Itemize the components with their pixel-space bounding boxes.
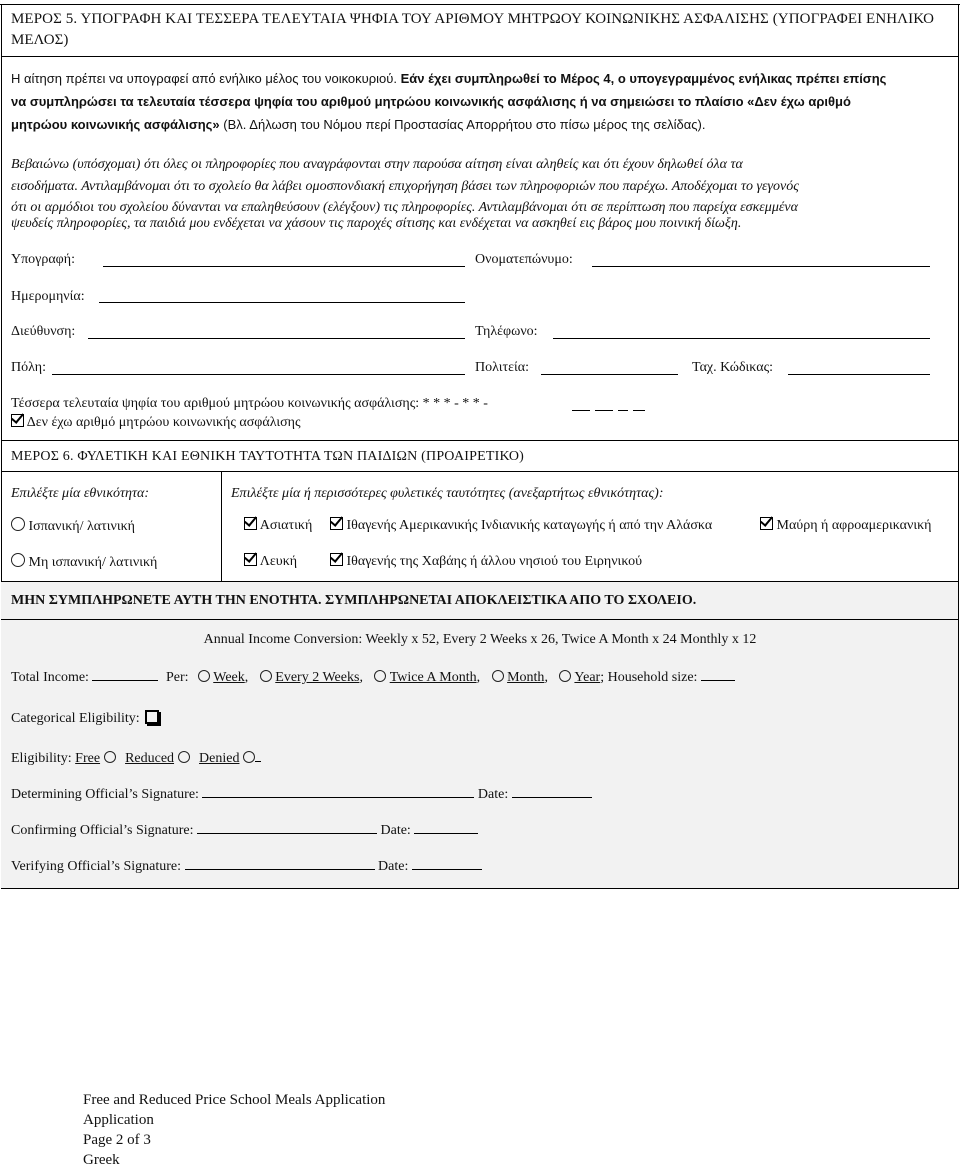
state-label: Πολιτεία: [475,360,529,375]
confirming-row [11,821,478,839]
race-pacific-label: Ιθαγενής της Χαβάης ή άλλου νησιού του Ειρηνικού [346,554,643,569]
denied-label: Denied [199,751,240,766]
race-white-checkbox[interactable] [244,553,257,566]
footer-subtitle: Application [83,1112,154,1128]
phone-field[interactable] [553,338,930,339]
race-asian-checkbox[interactable] [244,517,257,530]
ethnicity-hispanic-radio[interactable] [11,517,25,531]
phone-label: Τηλέφωνο: [475,324,538,339]
ssn-digit-4[interactable] [633,410,645,411]
part6-top-divider [1,440,959,441]
certification-line1: Βεβαιώνω (υπόσχομαι) ότι όλες οι πληροφορίες που αναγράφονται στην παρούσα αίτηση είναι αληθείς και ότι έχουν δηλωθεί όλα τα [11,157,743,172]
signature-label: Υπογραφή: [11,252,75,267]
total-income-field[interactable] [92,668,158,681]
office-heading: ΜΗΝ ΣΥΜΠΛΗΡΩΝΕΤΕ ΑΥΤΗ ΤΗΝ ΕΝΟΤΗΤΑ. ΣΥΜΠΛΗΡΩΝΕΤΑΙ ΑΠΟΚΛΕΙΣΤΙΚΑ ΑΠΟ ΤΟ ΣΧΟΛΕΙΟ. [11,593,697,608]
no-ssn-label: Δεν έχω αριθμό μητρώου κοινωνικής ασφάλισης [26,415,301,430]
denied-radio[interactable] [243,751,255,763]
right-border [958,4,959,888]
determining-label: Determining Official’s Signature: [11,787,199,802]
name-field[interactable] [592,266,930,267]
footer-page-number: Page 2 of 3 [83,1132,151,1148]
date-field[interactable] [99,302,465,303]
eligibility-row [11,749,261,767]
race-pacific-checkbox[interactable] [330,553,343,566]
part6-heading: ΜΕΡΟΣ 6. ΦΥΛΕΤΙΚΗ ΚΑΙ ΕΘΝΙΚΗ ΤΑΥΤΟΤΗΤΑ ΤΩΝ ΠΑΙΔΙΩΝ (ΠΡΟΑΙΡΕΤΙΚΟ) [11,449,524,464]
household-size-label: ; Household size: [600,670,698,685]
address-label: Διεύθυνση: [11,324,76,339]
categorical-eligibility-checkbox[interactable] [145,710,159,724]
race-white-option[interactable] [244,553,297,570]
ethnicity-prompt: Επιλέξτε μία εθνικότητα: [11,486,150,501]
verifying-date-field[interactable] [412,857,482,870]
determining-signature-field[interactable] [202,785,474,798]
office-top-divider [1,581,959,582]
signature-field[interactable] [103,266,465,267]
week-label: Week [213,670,245,685]
certification-line4: ψευδείς πληροφορίες, τα παιδιά μου ενδέχεται να χάσουν τις παροχές σίτισης και ενδέχεται να ασκηθεί εις βάρος μου ποινική δίωξη. [11,216,742,231]
verifying-label: Verifying Official’s Signature: [11,859,182,874]
eligibility-label: Eligibility: [11,751,72,766]
race-asian-option[interactable] [244,517,312,534]
office-heading-divider [1,619,959,620]
every-2-weeks-label: Every 2 Weeks [275,670,360,685]
certification-line3: ότι οι αρμόδιοι του σχολείου δύνανται να επαληθεύσουν (ελέγξουν) τις πληροφορίες. Αντιλαμβάνομαι ότι σε περίπτωση που παρείχα εσκεμμένα [11,200,798,215]
ethnicity-non-hispanic-label: Μη ισπανική/ λατινική [28,555,158,570]
verifying-signature-field[interactable] [185,857,375,870]
free-radio[interactable] [104,751,116,763]
date-label: Ημερομηνία: [11,289,85,304]
per-label: Per: [165,670,189,685]
week-radio[interactable] [198,670,210,682]
instructions-bold-3: μητρώου κοινωνικής ασφάλισης» [11,117,220,132]
confirming-date-field[interactable] [414,821,478,834]
categorical-eligibility-row [11,710,159,727]
ethnicity-non-hispanic-option[interactable] [11,553,157,571]
instructions-line2: να συμπληρώσει τα τελευταία τέσσερα ψηφία του αριθμού μητρώου κοινωνικής ασφάλισης ή να σημειώσει το πλαίσιο «Δεν έχω αριθμό [11,94,851,109]
every-2-weeks-radio[interactable] [260,670,272,682]
ssn-digit-3[interactable] [618,410,628,411]
month-radio[interactable] [492,670,504,682]
footer-language: Greek [83,1152,120,1168]
race-black-checkbox[interactable] [760,517,773,530]
part6-column-divider [221,471,222,581]
race-black-option[interactable] [760,517,931,534]
categorical-eligibility-label: Categorical Eligibility: [11,711,140,726]
race-native-american-checkbox[interactable] [330,517,343,530]
household-size-field[interactable] [701,668,735,681]
confirming-date-label: Date: [380,823,411,838]
income-conversion-note: Annual Income Conversion: Weekly x 52, Every 2 Weeks x 26, Twice A Month x 24 Monthly x 12 [203,632,757,647]
certification-line2: εισοδήματα. Αντιλαμβάνομαι ότι το σχολείο θα λάβει ομοσπονδιακή επιχορήγηση βάσει των πληροφοριών που παρέχω. Αποδέχομαι το γεγονός [11,179,799,194]
confirming-signature-field[interactable] [197,821,377,834]
race-native-american-label: Ιθαγενής Αμερικανικής Ινδιανικής καταγωγής ή από την Αλάσκα [346,518,713,533]
determining-row [11,785,592,803]
part6-heading-divider [1,471,959,472]
instructions-plain-1: Η αίτηση πρέπει να υπογραφεί από ενήλικο μέλος του νοικοκυριού. [11,71,401,86]
year-label: Year [574,670,601,685]
instructions-plain-2: (Βλ. Δήλωση του Νόμου περί Προστασίας Απορρήτου στο πίσω μέρος της σελίδας). [219,117,706,132]
zip-label: Ταχ. Κώδικας: [692,360,774,375]
instructions-line3 [11,117,706,132]
month-label: Month [507,670,545,685]
city-field[interactable] [52,374,465,375]
reduced-radio[interactable] [178,751,190,763]
ethnicity-non-hispanic-radio[interactable] [11,553,25,567]
ssn-digit-2[interactable] [595,410,613,411]
denied-underline [255,749,261,762]
footer [83,1090,385,1170]
verifying-row [11,857,482,875]
total-income-row: Total Income: Per: Week, Every 2 Weeks, Twice A Month, Month, Year; Household size: [11,668,735,686]
ethnicity-hispanic-option[interactable] [11,517,135,535]
ethnicity-hispanic-label: Ισπανική/ λατινική [28,519,135,534]
race-native-american-option[interactable] [330,517,712,534]
year-radio[interactable] [559,670,571,682]
instructions-line1 [11,71,956,86]
no-ssn-row [11,414,301,431]
twice-a-month-label: Twice A Month [389,670,477,685]
address-field[interactable] [88,338,465,339]
part5-heading: ΜΕΡΟΣ 5. ΥΠΟΓΡΑΦΗ ΚΑΙ ΤΕΣΣΕΡΑ ΤΕΛΕΥΤΑΙΑ ΨΗΦΙΑ ΤΟΥ ΑΡΙΘΜΟΥ ΜΗΤΡΩΟΥ ΚΟΙΝΩΝΙΚΗΣ ΑΣΦΑΛΙΣΗΣ (ΥΠΟΓΡΑΦΕΙ ΕΝΗΛΙΚΟ [11,11,935,27]
determining-date-label: Date: [477,787,509,802]
ssn-row [11,396,488,412]
race-asian-label: Ασιατική [259,518,313,533]
reduced-label: Reduced [125,751,175,766]
race-prompt: Επιλέξτε μία ή περισσότερες φυλετικές ταυτότητες (ανεξαρτήτως εθνικότητας): [231,486,664,501]
part5-heading-cont: ΜΕΛΟΣ) [11,32,69,48]
verifying-date-label: Date: [378,859,409,874]
office-use-section [1,581,958,888]
total-income-label: Total Income: [11,670,89,685]
zip-field[interactable] [788,374,930,375]
name-label: Ονοματεπώνυμο: [475,252,573,267]
city-label: Πόλη: [11,360,46,375]
bottom-border [1,888,959,889]
race-black-label: Μαύρη ή αφροαμερικανική [776,518,932,533]
part5-heading-divider [1,56,959,57]
ssn-label: Τέσσερα τελευταία ψηφία του αριθμού μητρώου κοινωνικής ασφάλισης: [11,396,420,411]
top-border [0,4,960,5]
state-field[interactable] [541,374,678,375]
instructions-bold-1: Εάν έχει συμπληρωθεί το Μέρος 4, ο υπογεγραμμένος ενήλικας πρέπει επίσης [400,71,887,86]
race-white-label: Λευκή [259,554,298,569]
no-ssn-checkbox[interactable] [11,414,24,427]
determining-date-field[interactable] [512,785,592,798]
confirming-label: Confirming Official’s Signature: [11,823,194,838]
twice-a-month-radio[interactable] [374,670,386,682]
footer-title: Free and Reduced Price School Meals Application [83,1092,386,1108]
ssn-digit-1[interactable] [572,410,590,411]
ssn-mask: * * * - * * - [422,396,488,411]
free-label: Free [75,751,101,766]
race-pacific-option[interactable] [330,553,642,570]
